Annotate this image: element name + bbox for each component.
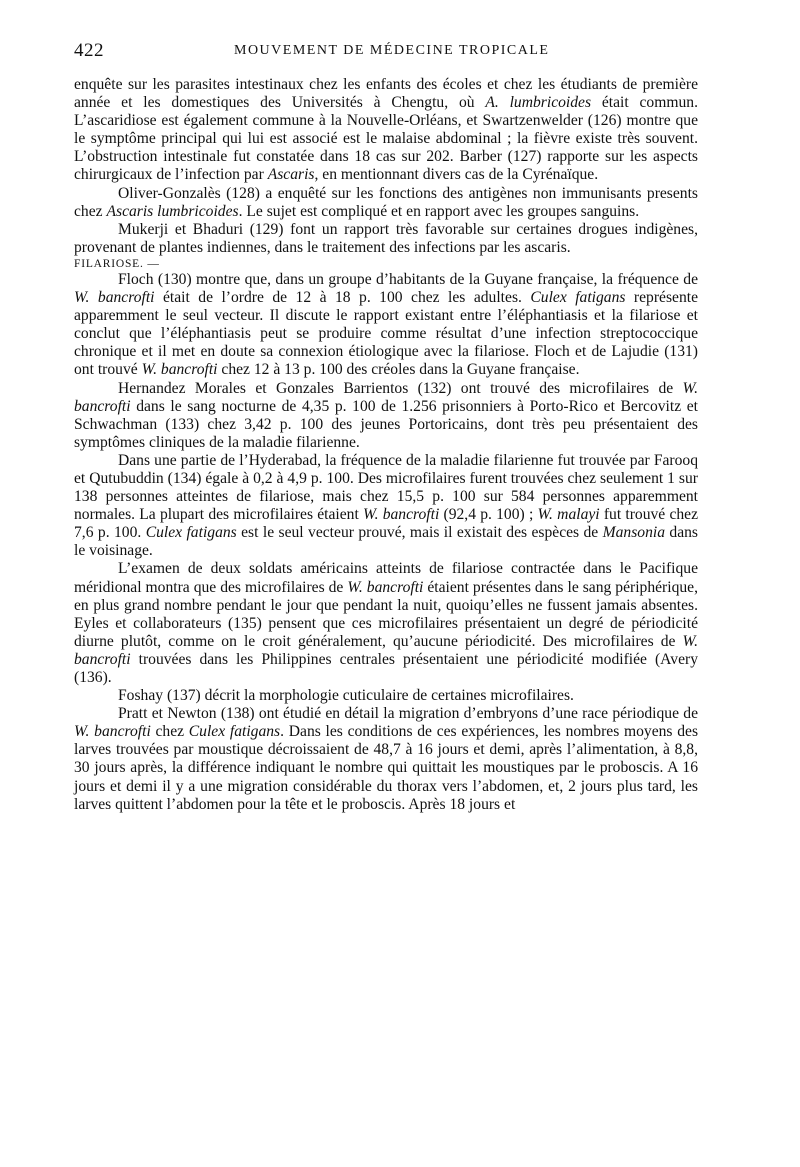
paragraph	[74, 687, 698, 705]
page-number: 422	[74, 40, 104, 61]
text-run: étaient présentes dans le sang périphérique, en plus grand nombre pendant le jour que pendant la nuit, quoiqu’elles ne fussent jamais absentes. Eyles et collaborateurs (135) pensent que ces microfilaires présentaient un degré de périodicité diurne plutôt, comme on le croit généralement, qu’aucune périodicité. Des microfilaires de	[74, 578, 698, 650]
italic-run: Ascaris	[267, 166, 315, 184]
text-run: , en mentionnant divers cas de la Cyrénaïque.	[314, 166, 599, 184]
text-run: dans le voisinage.	[74, 524, 699, 560]
running-title: MOUVEMENT DE MÉDECINE TROPICALE	[234, 43, 550, 58]
body-text	[74, 76, 698, 814]
italic-run: A. lumbricoides	[485, 94, 592, 112]
text-run: FILARIOSE. —	[74, 257, 160, 270]
page-header	[74, 40, 698, 64]
text-run: Oliver-Gonzalès (128) a enquêté sur les fonctions des antigènes non immunisants presents chez	[74, 184, 698, 220]
paragraph	[74, 560, 698, 687]
paragraph	[74, 380, 698, 452]
italic-run: W. bancrofti	[74, 379, 698, 415]
text-run: Floch (130) montre que, dans un groupe d’habitants de la Guyane française, la fréquence de	[118, 270, 698, 288]
text-run: était commun. L’ascaridiose est également commune à la Nouvelle-Orléans, et Swartzenwelder (126) montre que le symptôme principal qui lui est associé est le malaise abdominal ; la fièvre existe très souvent. L’obstruction intestinale fut constatée dans 18 cas sur 202. Barber (127) rapporte sur les aspects chirurgicaux de l’infection par	[74, 94, 698, 184]
text-run: est le seul vecteur prouvé, mais il existait des espèces de	[236, 524, 603, 542]
italic-run: Ascaris lumbricoides	[106, 202, 239, 220]
italic-run: W. malayi	[537, 506, 600, 524]
italic-run: W. bancrofti	[74, 289, 155, 307]
text-run: chez 12 à 13 p. 100 des créoles dans la Guyane française.	[217, 361, 580, 379]
paragraph	[74, 271, 698, 380]
text-run: représente apparemment le seul vecteur. Il discute le rapport existant entre l’éléphantiasis et la filariose et conclut que l’éléphantiasis peut se produire comme résultat d’une infection streptococcique chronique et il met en doute sa connexion étiologique avec la filariose. Floch et de Lajudie (131) ont trouvé	[74, 289, 698, 379]
text-run: Foshay (137) décrit la morphologie cuticulaire de certaines microfilaires.	[118, 687, 574, 705]
italic-run: Mansonia	[602, 524, 666, 542]
paragraph	[74, 185, 698, 221]
section-heading	[74, 257, 698, 271]
italic-run: Culex fatigans	[530, 289, 626, 307]
italic-run: Culex fatigans	[145, 524, 237, 542]
text-run: était de l’ordre de 12 à 18 p. 100 chez les adultes.	[154, 289, 531, 307]
paragraph	[74, 221, 698, 257]
text-run: Pratt et Newton (138) ont étudié en détail la migration d’embryons d’une race périodique de	[118, 705, 698, 723]
text-run: L’examen de deux soldats américains atteints de filariose contractée dans le Pacifique méridional montra que des microfilaires de	[74, 560, 698, 596]
italic-run: W. bancrofti	[74, 723, 151, 741]
paragraph	[74, 76, 698, 185]
text-run: enquête sur les parasites intestinaux chez les enfants des écoles et chez les étudiants de première année et les domestiques des Universités à Chengtu, où	[74, 76, 698, 112]
text-run: (92,4 p. 100) ;	[439, 506, 538, 524]
italic-run: W. bancrofti	[347, 578, 424, 596]
text-run: . Le sujet est compliqué et en rapport avec les groupes sanguins.	[238, 202, 640, 220]
italic-run: W. bancrofti	[141, 361, 218, 379]
italic-run: W. bancrofti	[74, 632, 698, 668]
text-run: Dans une partie de l’Hyderabad, la fréquence de la maladie filarienne fut trouvée par Farooq et Qutubuddin (134) égale à 0,2 à 4,9 p. 100. Des microfilaires furent trouvées chez seulement 1 sur 138 personnes atteintes de filariose, mais chez 15,5 p. 100 sur 584 personnes apparemment normales. La plupart des microfilaires étaient	[74, 451, 698, 524]
text-run: fut trouvé chez 7,6 p. 100.	[74, 506, 699, 542]
document-page	[74, 40, 698, 814]
text-run: dans le sang nocturne de 4,35 p. 100 de 1.256 prisonniers à Porto-Rico et Bercovitz et Schwachman (133) chez 3,42 p. 100 des jeunes Portoricains, dont très peu présentaient des symptômes cliniques de la maladie filarienne.	[74, 397, 698, 451]
text-run: Mukerji et Bhaduri (129) font un rapport très favorable sur certaines drogues indigènes, provenant de plantes indiennes, dans le traitement des infections par les ascaris.	[74, 220, 698, 256]
text-run: . Dans les conditions de ces expériences, les nombres moyens des larves trouvées par moustique décroissaient de 48,7 à 16 jours et demi, après l’alimentation, à 8,8, 30 jours après, la différence indiquant le nombre qui quittait les moustiques par le proboscis. A 16 jours et demi il y a une migration considérable du thorax vers l’abdomen, et, 2 jours plus tard, les larves quittent l’abdomen pour la tête et le proboscis. Après 18 jours et	[74, 723, 699, 813]
italic-run: W. bancrofti	[363, 506, 440, 524]
paragraph	[74, 705, 698, 814]
text-run: trouvées dans les Philippines centrales présentaient une périodicité modifiée (Avery (136).	[74, 650, 698, 686]
text-run: Hernandez Morales et Gonzales Barrientos (132) ont trouvé des microfilaires de	[118, 379, 683, 397]
text-run: chez	[150, 723, 189, 741]
paragraph	[74, 452, 698, 561]
italic-run: Culex fatigans	[188, 723, 281, 741]
